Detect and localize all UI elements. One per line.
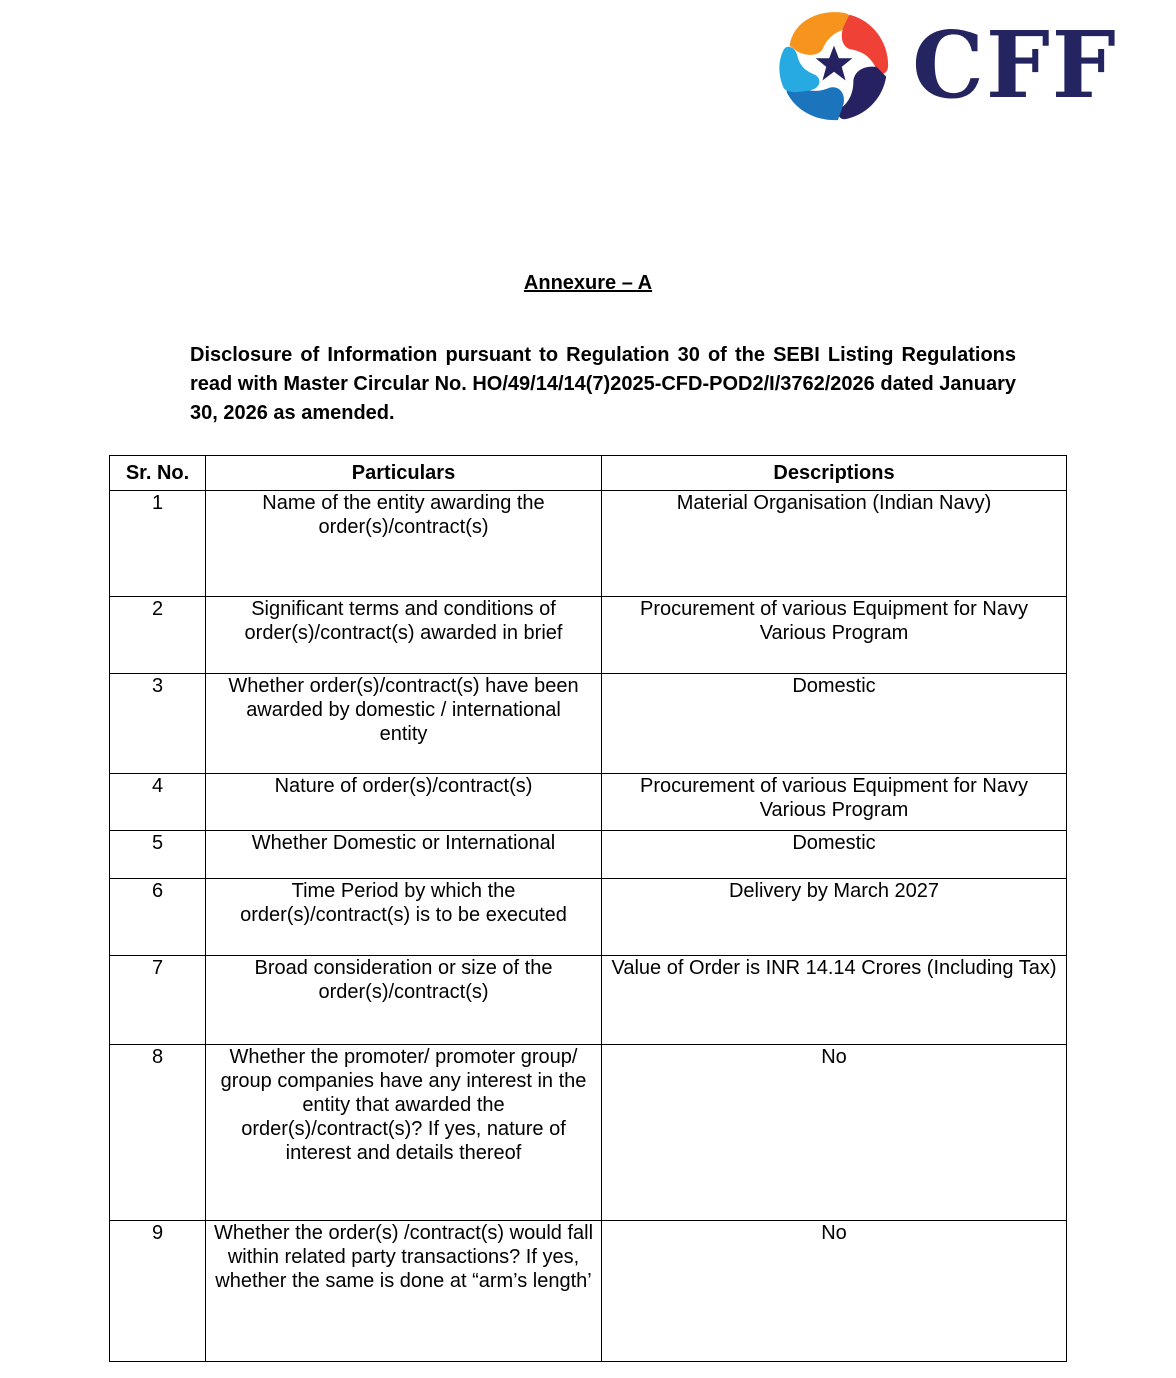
particular-cell: Whether the promoter/ promoter group/ group companies have any interest in the entity that awarded the order(s)/contract(s)? If yes, nature of interest and details thereof [206, 1045, 602, 1221]
particular-cell: Whether the order(s) /contract(s) would fall within related party transactions? If yes, whether the same is done at “arm’s length’ [206, 1221, 602, 1362]
header-descriptions: Descriptions [602, 456, 1067, 491]
annexure-title: Annexure – A [523, 272, 653, 294]
particular-cell: Whether Domestic or International [206, 831, 602, 879]
sr-no-cell: 3 [110, 674, 206, 774]
description-cell: Value of Order is INR 14.14 Crores (Including Tax) [602, 956, 1067, 1045]
logo-wordmark: CFF [912, 11, 1118, 119]
sr-no-cell: 6 [110, 879, 206, 956]
header-particulars: Particulars [206, 456, 602, 491]
description-cell: Material Organisation (Indian Navy) [602, 491, 1067, 597]
table-row [110, 956, 1067, 1045]
sr-no-cell: 5 [110, 831, 206, 879]
table-row [110, 1221, 1067, 1362]
table-row [110, 491, 1067, 597]
table-row [110, 674, 1067, 774]
particular-cell: Significant terms and conditions of order(s)/contract(s) awarded in brief [206, 597, 602, 674]
sr-no-cell: 1 [110, 491, 206, 597]
header-sr-no: Sr. No. [110, 456, 206, 491]
particular-cell: Time Period by which the order(s)/contract(s) is to be executed [206, 879, 602, 956]
disclosure-table [109, 455, 1067, 1362]
table-row [110, 879, 1067, 956]
description-cell: Domestic [602, 674, 1067, 774]
sr-no-cell: 2 [110, 597, 206, 674]
table-row [110, 774, 1067, 831]
sr-no-cell: 8 [110, 1045, 206, 1221]
description-cell: No [602, 1045, 1067, 1221]
table-row [110, 597, 1067, 674]
description-cell: Delivery by March 2027 [602, 879, 1067, 956]
particular-cell: Nature of order(s)/contract(s) [206, 774, 602, 831]
description-cell: Domestic [602, 831, 1067, 879]
description-cell: Procurement of various Equipment for Navy Various Program [602, 774, 1067, 831]
table-row [110, 831, 1067, 879]
sr-no-cell: 7 [110, 956, 206, 1045]
table-header-row [110, 456, 1067, 491]
cff-logo-icon [776, 7, 892, 123]
description-cell: No [602, 1221, 1067, 1362]
sr-no-cell: 9 [110, 1221, 206, 1362]
disclosure-intro: Disclosure of Information pursuant to Regulation 30 of the SEBI Listing Regulations read with Master Circular No. HO/49/14/14(7)2025-CFD-POD2/I/3762/2026 dated January 30, 2026 as amended. [190, 344, 1016, 424]
table-row [110, 1045, 1067, 1221]
particular-cell: Broad consideration or size of the order(s)/contract(s) [206, 956, 602, 1045]
particular-cell: Whether order(s)/contract(s) have been awarded by domestic / international entity [206, 674, 602, 774]
description-cell: Procurement of various Equipment for Navy Various Program [602, 597, 1067, 674]
company-logo [776, 6, 1116, 124]
sr-no-cell: 4 [110, 774, 206, 831]
particular-cell: Name of the entity awarding the order(s)/contract(s) [206, 491, 602, 597]
